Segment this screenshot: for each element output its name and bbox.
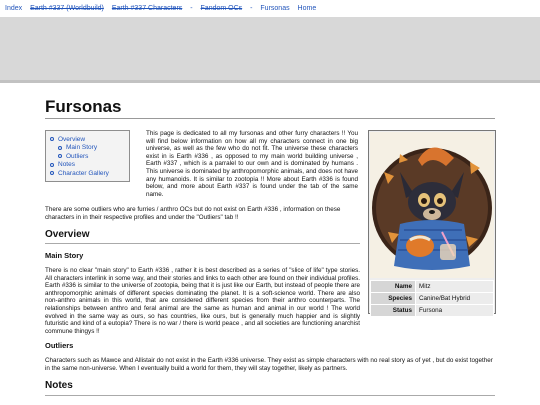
notes-heading: Notes — [45, 380, 73, 391]
nav-link-characters[interactable]: Earth #337 Characters — [111, 5, 183, 12]
title-divider — [45, 118, 495, 119]
nav-link-fandom-ocs[interactable]: Fandom OCs — [200, 5, 243, 12]
infobox-value: Fursona — [416, 305, 494, 317]
nav-link-home[interactable]: Home — [297, 5, 317, 12]
infobox-row — [371, 281, 494, 293]
infobox-row — [371, 293, 494, 305]
toc-item-overview[interactable]: Overview — [50, 136, 125, 144]
main-story-text: There is no clear "main story" to Earth #336 , rather it is best described as a series of "slice of life" type stories. All characters interlink in some way, and their stories and links to each other are found on their individual profiles. Earth #336 is similar to the universe of zootopia, being that it is just like our Earth, but instead of people there are anthropomorphic animals of different species dominating the planet. It is a soft-science world. There are also non-anthro animals in this world, that are considered different species from their anthro counterparts. The relationships between anthro and feral animal are the same as human and animal in our world ! The world evolved in the same way as ours, so has countries, like ours, but is generally much happier and is slightly futuristic and kind of a eutopia? There is no war / there is world peace , and all societies are functioning anarchist commune thingys !! — [45, 267, 360, 335]
outliers-text: Characters such as Mawce and Allistair do not exist in the Earth #336 universe. They exist as simple characters with no real story as of yet , but do exist together in the same non-universe. When I eventually build a world for them, they will stay together, likely as partners. — [45, 357, 493, 372]
outliers-note: There are some outliers who are furries / anthro OCs but do not exist on Earth #336 , information on these characters in in their respective profiles and under the "Outliers" tab !! — [45, 206, 341, 221]
overview-divider — [45, 243, 360, 244]
bullet-icon — [50, 163, 54, 167]
nav-separator: - — [250, 5, 253, 12]
header-banner — [0, 17, 540, 83]
nav-separator: - — [190, 5, 193, 12]
toc-item-main-story[interactable]: Main Story — [50, 144, 125, 152]
bullet-icon — [58, 146, 62, 150]
overview-heading: Overview — [45, 229, 90, 240]
page-title: Fursonas — [45, 97, 122, 116]
bullet-icon — [50, 137, 54, 141]
infobox-key: Species — [371, 293, 416, 305]
infobox-row — [371, 305, 494, 317]
infobox-value: Canine/Bat Hybrid — [416, 293, 494, 305]
bullet-icon — [58, 154, 62, 158]
nav-link-fursonas[interactable]: Fursonas — [260, 5, 290, 12]
portrait-art — [370, 132, 494, 278]
notes-divider — [45, 395, 495, 396]
table-of-contents — [45, 130, 130, 182]
infobox-value: Mitz — [416, 281, 494, 293]
infobox-key: Name — [371, 281, 416, 293]
main-story-heading: Main Story — [45, 251, 84, 260]
infobox-table — [370, 280, 494, 317]
nav-link-index[interactable]: Index — [5, 5, 23, 12]
character-infobox — [368, 130, 496, 314]
character-portrait — [370, 132, 494, 278]
outliers-heading: Outliers — [45, 341, 74, 350]
intro-paragraph: This page is dedicated to all my fursonas and other furry characters !! You will find below information on how all my characters connect in one big universe, as well as the few who do not fit. The universe these characters exist in is Earth #336 , as opposed to my main world building universe , Earth #337 , which is a parralel to our own and is dominated by humans . This universe is dominated by anthropomorphic animals, and does not have any humanoids. It is similar to zootopia !! More about Earth #336 is found below, and more about Earth #337 is found under the tab of the same name. — [146, 130, 358, 198]
top-nav — [0, 0, 540, 17]
bullet-icon — [50, 171, 54, 175]
toc-item-character-gallery[interactable]: Character Gallery — [50, 170, 125, 178]
toc-item-notes[interactable]: Notes — [50, 161, 125, 169]
nav-link-worldbuild[interactable]: Earth #337 (Worldbuild) — [30, 5, 104, 12]
infobox-key: Status — [371, 305, 416, 317]
toc-item-outliers[interactable]: Outliers — [50, 153, 125, 161]
